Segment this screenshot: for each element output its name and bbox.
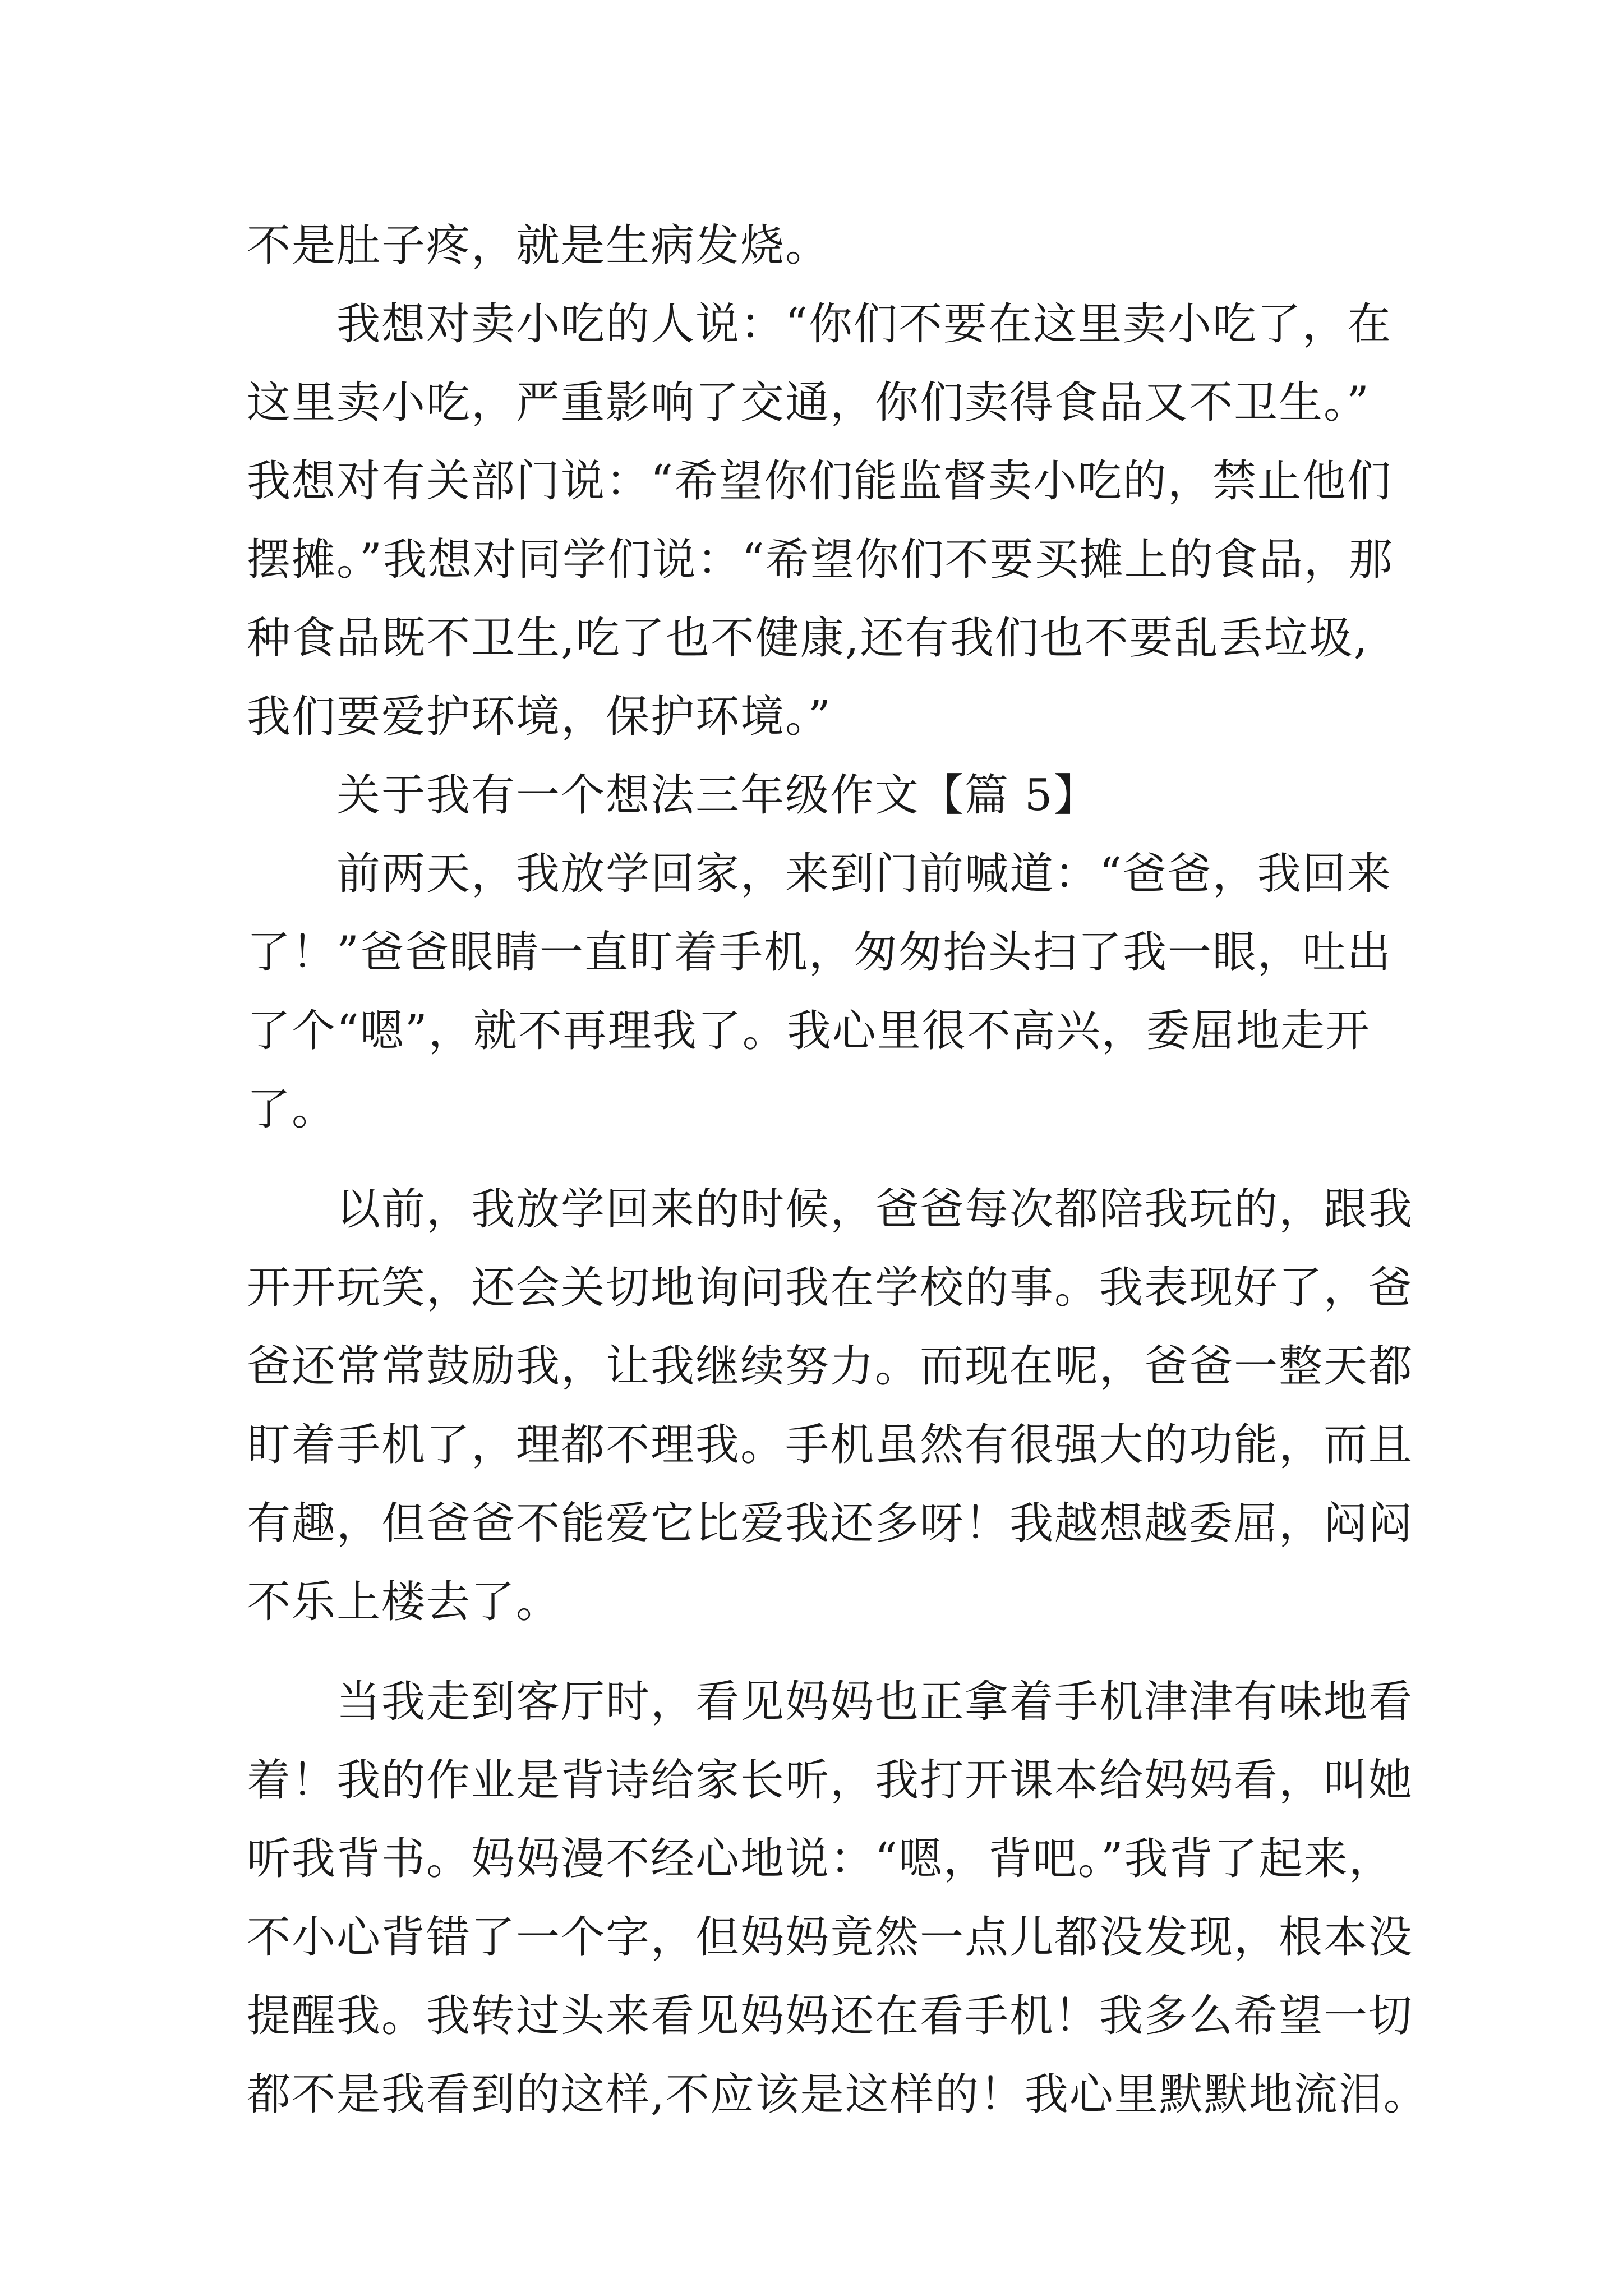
text-line: 着！我的作业是背诗给家长听，我打开课本给妈妈看，叫她	[247, 1755, 1414, 1806]
text-line: 了个“嗯”，就不再理我了。我心里很不高兴，委屈地走开	[247, 1006, 1371, 1056]
text-line: 提醒我。我转过头来看见妈妈还在看手机！我多么希望一切	[247, 1991, 1414, 2041]
paragraph-start-line: 当我走到客厅时，看见妈妈也正拿着手机津津有味地看	[336, 1677, 1414, 1727]
text-line: 我们要爱护环境，保护环境。”	[247, 692, 832, 742]
paragraph-gap	[247, 1149, 1391, 1170]
text-line: 开开玩笑，还会关切地询问我在学校的事。我表现好了，爸	[247, 1263, 1414, 1313]
text-line: 摆摊。”我想对同学们说：“希望你们不要买摊上的食品，那	[247, 535, 1394, 585]
text-line: 听我背书。妈妈漫不经心地说：“嗯，背吧。”我背了起来，	[247, 1834, 1394, 1884]
section-heading: 关于我有一个想法三年级作文【篇 5】	[336, 770, 1099, 821]
text-line: 这里卖小吃，严重影响了交通，你们卖得食品又不卫生。”	[247, 378, 1370, 428]
text-line: 了。	[247, 1084, 337, 1135]
text-line: 不小心背错了一个字，但妈妈竟然一点儿都没发现，根本没	[247, 1912, 1414, 1963]
paragraph-start-line: 我想对卖小吃的人说：“你们不要在这里卖小吃了，在	[336, 299, 1392, 349]
text-line: 爸还常常鼓励我，让我继续努力。而现在呢，爸爸一整天都	[247, 1341, 1414, 1392]
paragraph-gap	[247, 1641, 1391, 1663]
paragraph-start-line: 以前，我放学回来的时候，爸爸每次都陪我玩的，跟我	[336, 1184, 1414, 1235]
text-line: 盯着手机了，理都不理我。手机虽然有很强大的功能，而且	[247, 1420, 1414, 1470]
text-line: 不是肚子疼，就是生病发烧。	[247, 220, 831, 271]
text-line: 有趣，但爸爸不能爱它比爱我还多呀！我越想越委屈，闷闷	[247, 1498, 1414, 1549]
text-line: 我想对有关部门说：“希望你们能监督卖小吃的，禁止他们	[247, 456, 1392, 507]
document-body	[247, 206, 1428, 2134]
text-line: 了！”爸爸眼睛一直盯着手机，匆匆抬头扫了我一眼，吐出	[247, 927, 1392, 978]
text-line: 不乐上楼去了。	[247, 1577, 561, 1627]
text-line: 都不是我看到的这样,不应该是这样的！我心里默默地流泪。	[247, 2069, 1428, 2120]
text-line: 种食品既不卫生,吃了也不健康,还有我们也不要乱丢垃圾,	[247, 613, 1369, 664]
paragraph-start-line: 前两天，我放学回家，来到门前喊道：“爸爸，我回来	[336, 849, 1392, 899]
